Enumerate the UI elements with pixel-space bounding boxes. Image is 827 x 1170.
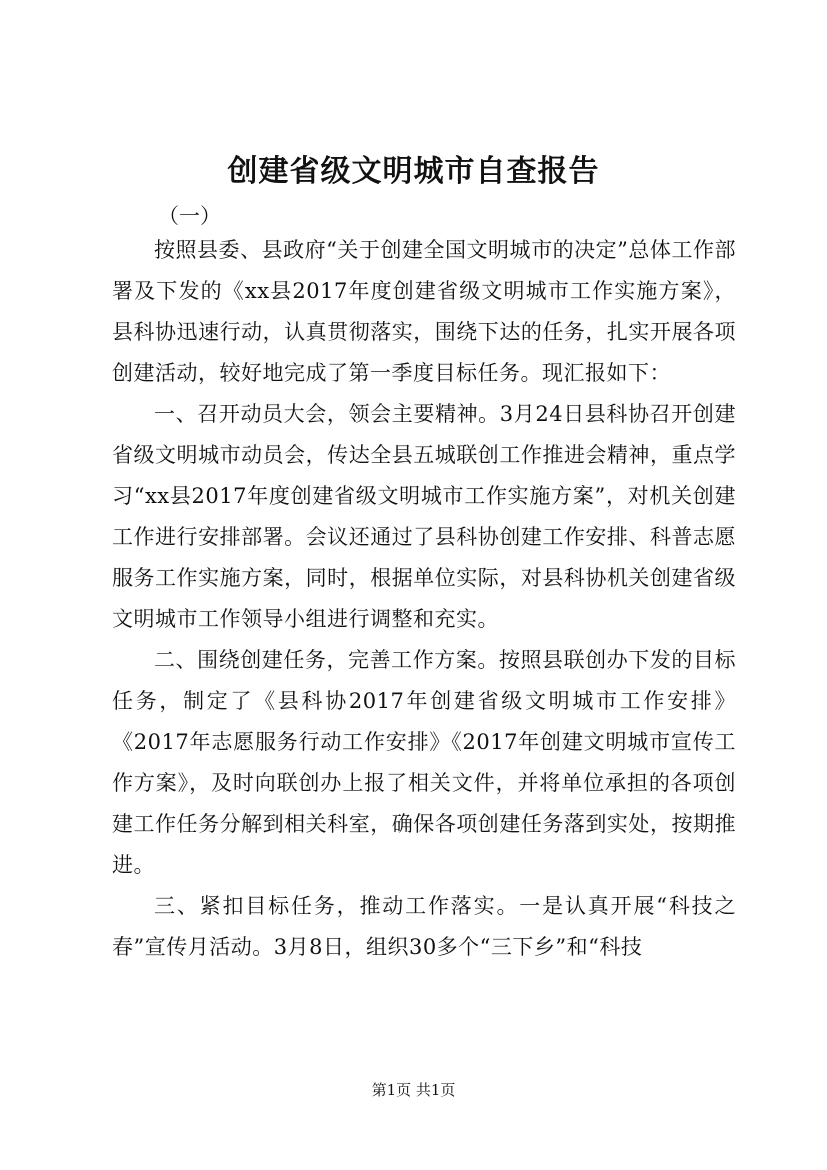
paragraph-section-3: 三、紧扣目标任务，推动工作落实。一是认真开展“科技之春”宣传月活动。3月8日，组织30多个“三下乡”和“科技 [112, 894, 736, 959]
section-number: （一） [158, 204, 221, 228]
page-footer: 第1页 共1页 [371, 1081, 456, 1099]
paragraph-section-2: 二、围绕创建任务，完善工作方案。按照县联创办下发的目标任务，制定了《县科协2017年创建省级文明城市工作安排》《2017年志愿服务行动工作安排》《2017年创建文明城市宣传工作方案》，及时向联创办上报了相关文件，并将单位承担的各项创建工作任务分解到相关科室，确保各项创建任务落到实处，按期推进。 [112, 648, 736, 877]
paragraph-intro: 按照县委、县政府“关于创建全国文明城市的决定”总体工作部署及下发的《xx县2017年度创建省级文明城市工作实施方案》，县科协迅速行动，认真贯彻落实，围绕下达的任务，扎实开展各项创建活动，较好地完成了第一季度目标任务。现汇报如下： [112, 238, 736, 385]
document-title: 创建省级文明城市自查报告 [227, 154, 600, 189]
document-body [112, 230, 736, 968]
paragraph-section-1: 一、召开动员大会，领会主要精神。3月24日县科协召开创建省级文明城市动员会，传达全县五城联创工作推进会精神，重点学习“xx县2017年度创建省级文明城市工作实施方案”，对机关创建工作进行安排部署。会议还通过了县科协创建工作安排、科普志愿服务工作实施方案，同时，根据单位实际，对县科协机关创建省级文明城市工作领导小组进行调整和充实。 [112, 402, 736, 631]
